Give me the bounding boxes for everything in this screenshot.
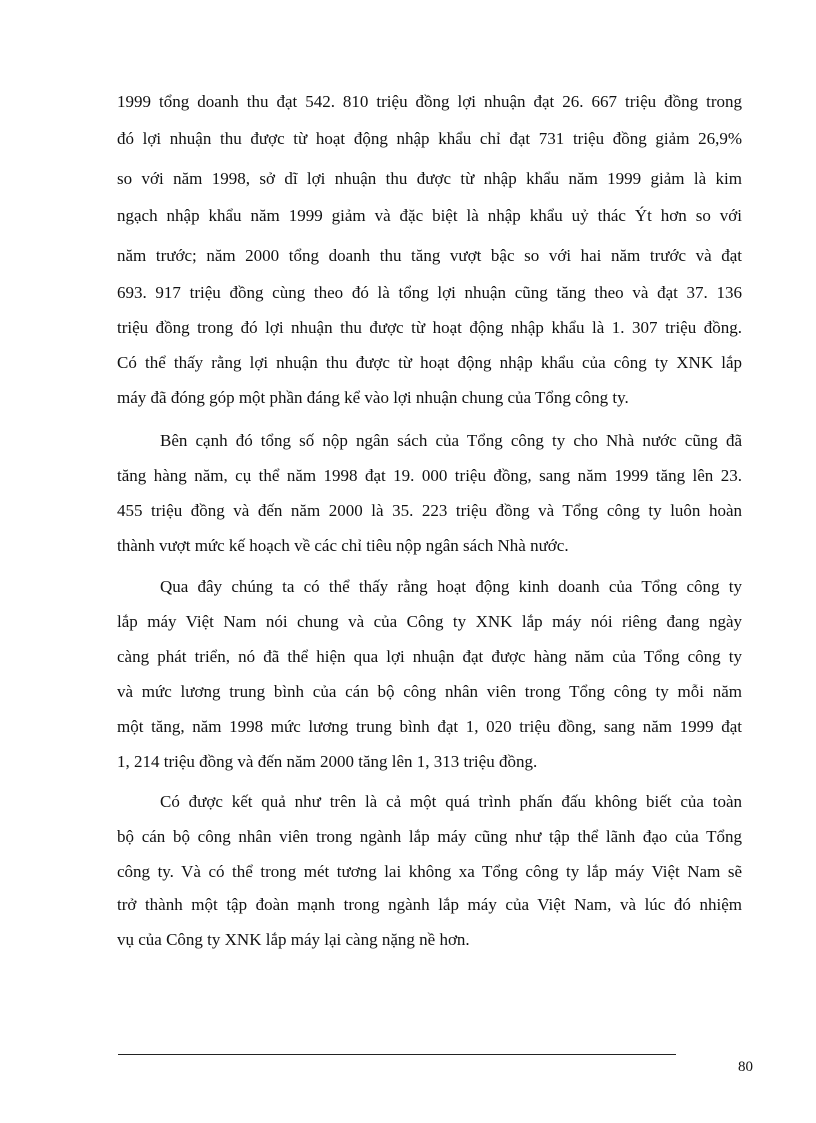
text-line: công ty. Và có thể trong mét tương lai không xa Tổng công ty lắp máy Việt Nam sẽ xyxy=(117,862,742,881)
text-line: vụ của Công ty XNK lắp máy lại càng nặng nề hơn. xyxy=(117,930,470,949)
text-line: thành vượt mức kế hoạch về các chỉ tiêu nộp ngân sách Nhà nước. xyxy=(117,536,569,555)
text-line: đó lợi nhuận thu được từ hoạt động nhập khẩu chỉ đạt 731 triệu đồng giảm 26,9% xyxy=(117,129,742,148)
text-line: triệu đồng trong đó lợi nhuận thu được từ hoạt động nhập khẩu là 1. 307 triệu đồng. xyxy=(117,318,742,337)
text-line: lắp máy Việt Nam nói chung và của Công ty XNK lắp máy nói riêng đang ngày xyxy=(117,612,742,631)
text-line: Có được kết quả như trên là cả một quá trình phấn đấu không biết của toàn xyxy=(160,792,742,811)
text-line: năm trước; năm 2000 tổng doanh thu tăng vượt bậc so với hai năm trước và đạt xyxy=(117,246,742,265)
text-line: bộ cán bộ công nhân viên trong ngành lắp máy cũng như tập thể lãnh đạo của Tổng xyxy=(117,827,742,846)
text-line: Qua đây chúng ta có thể thấy rằng hoạt động kinh doanh của Tổng công ty xyxy=(160,577,742,596)
text-line: Bên cạnh đó tổng số nộp ngân sách của Tổng công ty cho Nhà nước cũng đã xyxy=(160,431,742,450)
text-line: 1, 214 triệu đồng và đến năm 2000 tăng lên 1, 313 triệu đồng. xyxy=(117,752,538,771)
text-line: 455 triệu đồng và đến năm 2000 là 35. 223 triệu đồng và Tổng công ty luôn hoàn xyxy=(117,501,742,520)
text-line: 693. 917 triệu đồng cùng theo đó là tổng lợi nhuận cũng tăng theo và đạt 37. 136 xyxy=(117,283,742,302)
text-line: một tăng, năm 1998 mức lương trung bình đạt 1, 020 triệu đồng, sang năm 1999 đạt xyxy=(117,717,742,736)
text-line: Có thể thấy rằng lợi nhuận thu được từ hoạt động nhập khẩu của công ty XNK lắp xyxy=(117,353,742,372)
text-line: máy đã đóng góp một phần đáng kể vào lợi nhuận chung của Tổng công ty. xyxy=(117,388,629,407)
text-line: so với năm 1998, sở dĩ lợi nhuận thu được từ nhập khẩu năm 1999 giảm là kim xyxy=(117,169,742,188)
text-line: và mức lương trung bình của cán bộ công nhân viên trong Tổng công ty mỗi năm xyxy=(117,682,742,701)
text-line: tăng hàng năm, cụ thể năm 1998 đạt 19. 000 triệu đồng, sang năm 1999 tăng lên 23. xyxy=(117,466,742,485)
footer-rule xyxy=(118,1054,676,1055)
text-line: ngạch nhập khẩu năm 1999 giảm và đặc biệt là nhập khẩu uỷ thác Ýt hơn so với xyxy=(117,206,742,225)
text-line: càng phát triển, nó đã thể hiện qua lợi nhuận đạt được hàng năm của Tổng công ty xyxy=(117,647,742,666)
text-line: 1999 tổng doanh thu đạt 542. 810 triệu đồng lợi nhuận đạt 26. 667 triệu đồng trong xyxy=(117,92,742,111)
text-line: trở thành một tập đoàn mạnh trong ngành lắp máy của Việt Nam, và lúc đó nhiệm xyxy=(117,895,742,914)
page-number: 80 xyxy=(738,1059,753,1075)
